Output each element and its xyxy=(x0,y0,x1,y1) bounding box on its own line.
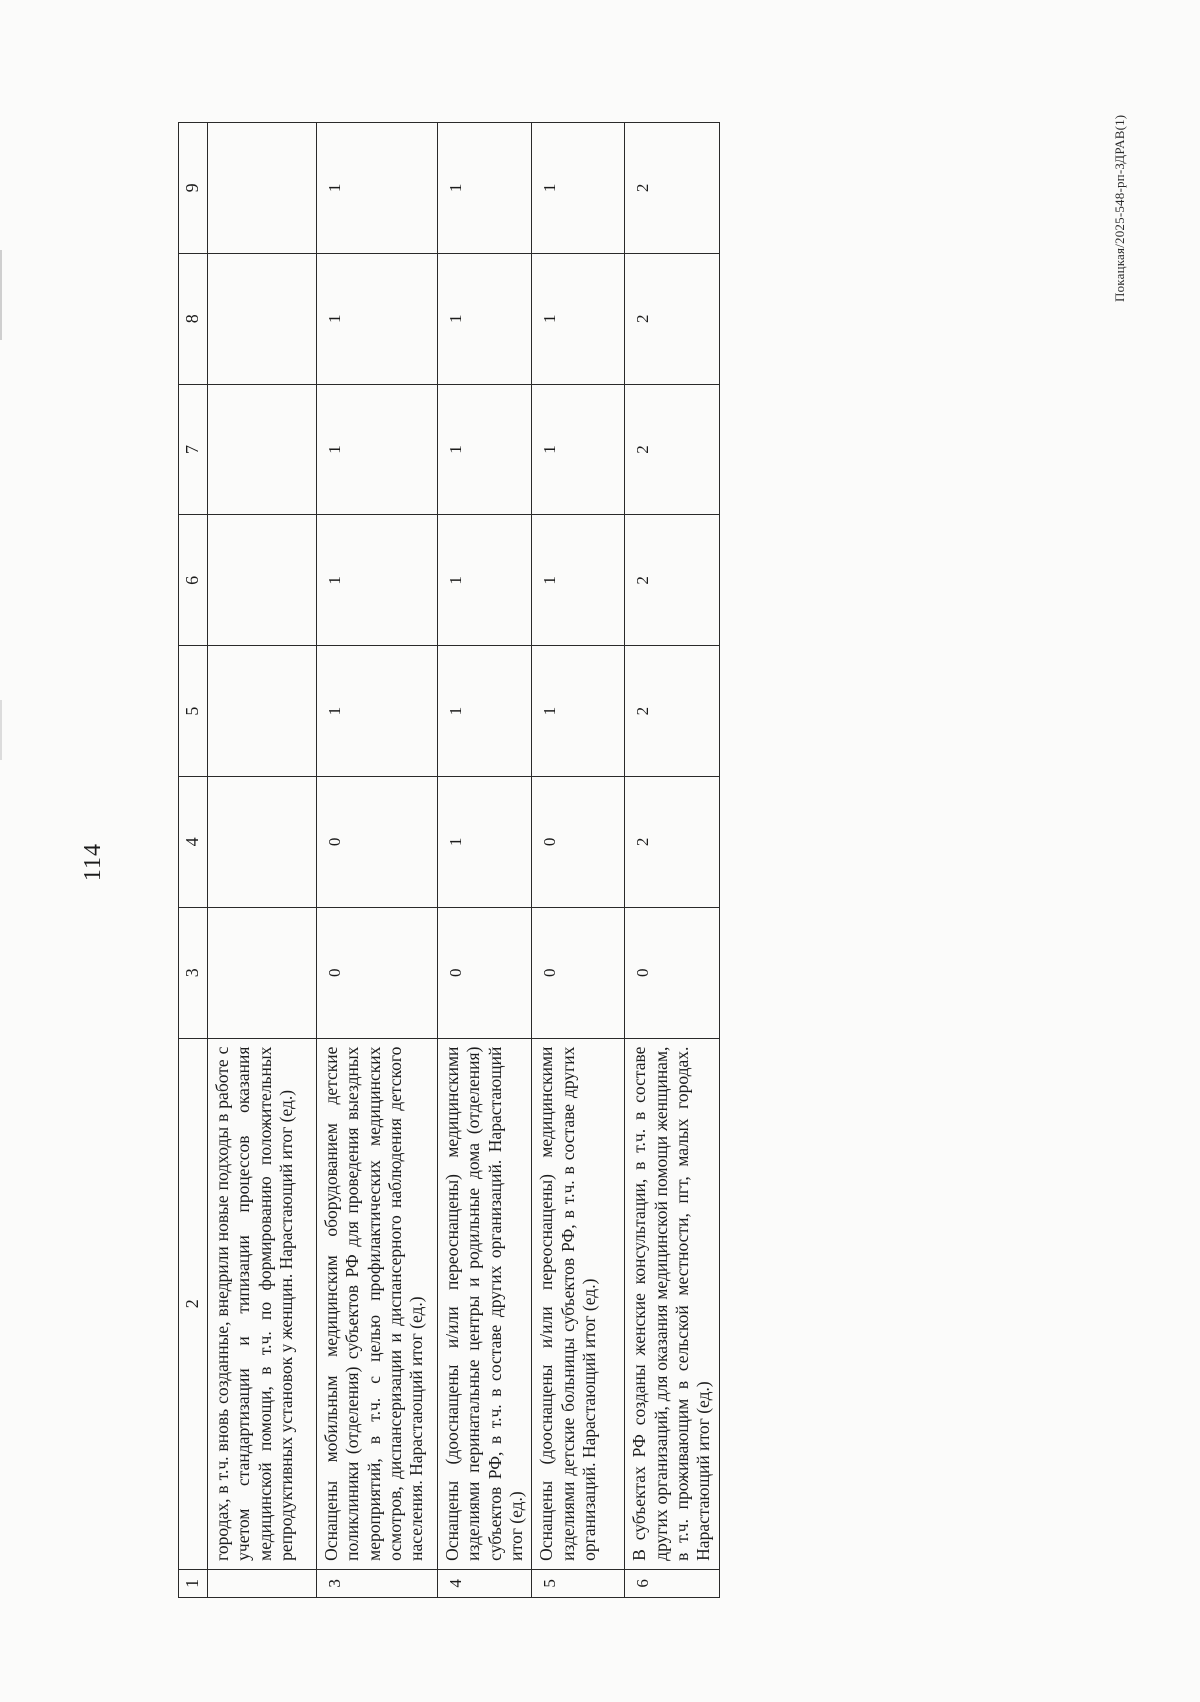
row-value: 1 xyxy=(438,515,532,646)
row-value: 0 xyxy=(317,907,438,1038)
row-value: 0 xyxy=(532,907,625,1038)
row-value xyxy=(208,907,317,1038)
column-header: 7 xyxy=(179,384,208,515)
row-value xyxy=(208,777,317,908)
row-value: 1 xyxy=(532,515,625,646)
row-value: 1 xyxy=(532,384,625,515)
row-value: 2 xyxy=(625,253,719,384)
column-header: 5 xyxy=(179,646,208,777)
row-number xyxy=(208,1569,317,1597)
row-value: 1 xyxy=(438,253,532,384)
row-value: 1 xyxy=(532,253,625,384)
row-description: В субъектах РФ созданы женские консультации, в т.ч. в составе других организаций, для оказания медицинской помощи женщинам, в т.ч. проживающим в сельской местности, пгт, малых городах. Нарастающий итог (ед.) xyxy=(625,1038,719,1569)
column-header: 1 xyxy=(179,1569,208,1597)
row-value xyxy=(208,515,317,646)
row-value: 1 xyxy=(317,384,438,515)
row-value: 1 xyxy=(317,123,438,254)
column-header: 2 xyxy=(179,1038,208,1569)
table-row xyxy=(208,123,317,1598)
row-number: 3 xyxy=(317,1569,438,1597)
row-value: 1 xyxy=(532,646,625,777)
row-value: 1 xyxy=(317,253,438,384)
row-number: 5 xyxy=(532,1569,625,1597)
row-value xyxy=(208,123,317,254)
column-header: 8 xyxy=(179,253,208,384)
row-value: 1 xyxy=(438,646,532,777)
row-value: 2 xyxy=(625,777,719,908)
table-row xyxy=(532,123,625,1598)
row-description: Оснащены мобильным медицинским оборудованием детские поликлиники (отделения) субъектов РФ для проведения выездных мероприятий, в т.ч. с целью профилактических медицинских осмотров, диспансеризации и диспансерного наблюдения детского населения. Нарастающий итог (ед.) xyxy=(317,1038,438,1569)
table-row xyxy=(317,123,438,1598)
row-value: 1 xyxy=(438,123,532,254)
row-value xyxy=(208,384,317,515)
row-value: 1 xyxy=(438,384,532,515)
row-description: городах, в т.ч. вновь созданные, внедрили новые подходы в работе с учетом стандартизации и типизации процессов оказания медицинской помощи, в т.ч. по формированию положительных репродуктивных установок у женщин. Нарастающий итог (ед.) xyxy=(208,1038,317,1569)
column-header: 3 xyxy=(179,907,208,1038)
row-number: 4 xyxy=(438,1569,532,1597)
row-description: Оснащены (дооснащены и/или переоснащены) медицинскими изделиями детские больницы субъектов РФ, в т.ч. в составе других организаций. Нарастающий итог (ед.) xyxy=(532,1038,625,1569)
table-row xyxy=(625,123,719,1598)
column-header: 6 xyxy=(179,515,208,646)
row-description: Оснащены (дооснащены и/или переоснащены) медицинскими изделиями перинатальные центры и родильные дома (отделения) субъектов РФ, в т.ч. в составе других организаций. Нарастающий итог (ед.) xyxy=(438,1038,532,1569)
row-value: 0 xyxy=(438,907,532,1038)
row-value: 2 xyxy=(625,123,719,254)
row-number: 6 xyxy=(625,1569,719,1597)
row-value: 1 xyxy=(438,777,532,908)
row-value: 1 xyxy=(317,646,438,777)
row-value: 1 xyxy=(317,515,438,646)
row-value: 0 xyxy=(317,777,438,908)
row-value: 1 xyxy=(532,123,625,254)
row-value: 0 xyxy=(532,777,625,908)
indicators-table xyxy=(178,122,720,1598)
row-value xyxy=(208,646,317,777)
page-number: 114 xyxy=(80,842,106,882)
row-value: 2 xyxy=(625,515,719,646)
row-value xyxy=(208,253,317,384)
row-value: 0 xyxy=(625,907,719,1038)
column-header: 4 xyxy=(179,777,208,908)
column-header: 9 xyxy=(179,123,208,254)
table-header-row xyxy=(179,123,208,1598)
row-value: 2 xyxy=(625,384,719,515)
row-value: 2 xyxy=(625,646,719,777)
document-footer-code: Покацкая/2025-548-рп-ЗДРАВ(1) xyxy=(1112,114,1127,302)
table-row xyxy=(438,123,532,1598)
